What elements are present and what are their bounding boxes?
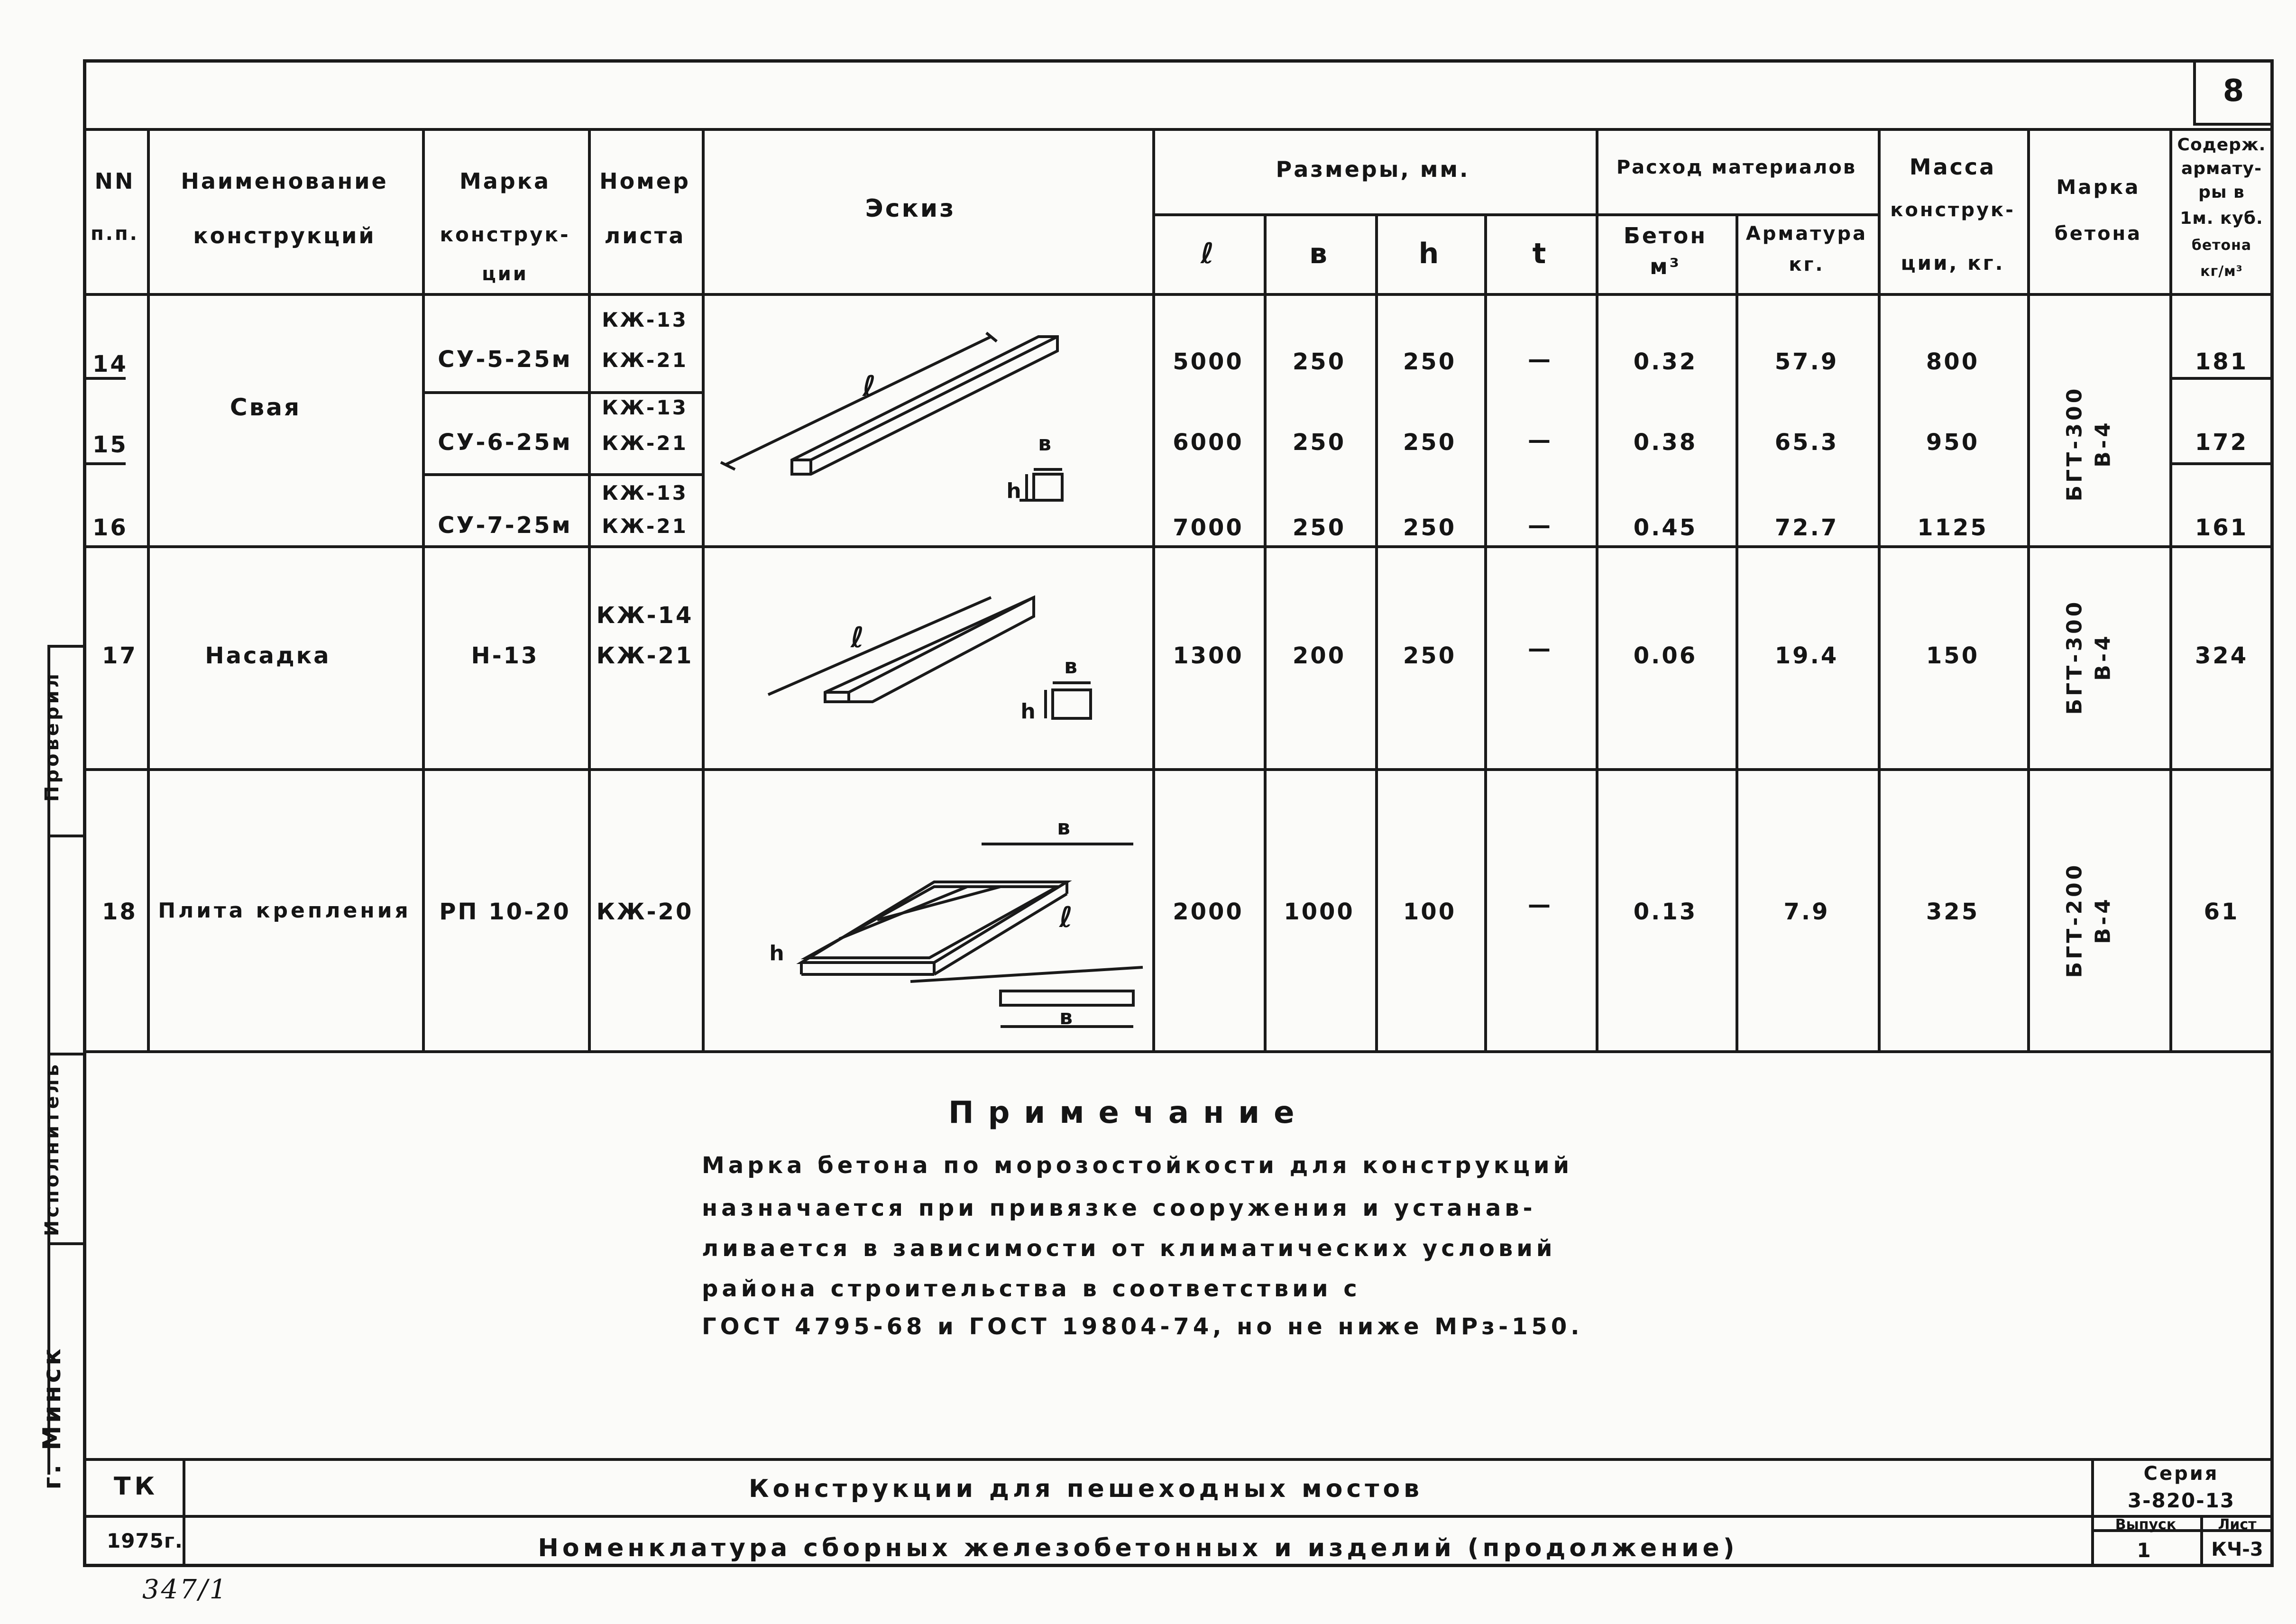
plate-dim-b-bottom: в — [1059, 1005, 1075, 1029]
col-line — [1484, 213, 1487, 1050]
titleblock-col — [2091, 1458, 2094, 1567]
note-title: Примечание — [948, 1095, 1309, 1130]
note-line-3: ливается в зависимости от климатических условий — [702, 1235, 1556, 1262]
row18-rebar: 7.9 — [1783, 899, 1830, 925]
row14-t: — — [1528, 346, 1552, 373]
hdr-grade-2: бетона — [2054, 223, 2142, 245]
row17-sheet1: КЖ-14 — [596, 602, 694, 629]
row18-b: 1000 — [1284, 899, 1355, 925]
row18-mark: РП 10-20 — [439, 899, 571, 925]
col-line — [1736, 213, 1738, 1050]
hdr-dim-l: ℓ — [1200, 237, 1216, 270]
row15-rebar: 65.3 — [1774, 429, 1839, 456]
pile-grade-1: БГТ-300 — [2062, 385, 2087, 502]
row14-b: 250 — [1292, 349, 1346, 375]
row-line — [83, 462, 126, 465]
stamp-title-1: Конструкции для пешеходных мостов — [749, 1475, 1423, 1503]
row17-rebar: 19.4 — [1774, 642, 1839, 669]
row18-h: 100 — [1403, 899, 1457, 925]
side-executor: Исполнитель — [41, 1061, 63, 1237]
row16-t: — — [1528, 512, 1552, 539]
side-checked: Проверил — [41, 671, 63, 802]
col-line — [422, 128, 425, 1050]
stamp-sheet-value: КЧ-3 — [2211, 1539, 2263, 1560]
row16-h: 250 — [1403, 514, 1457, 541]
inventory-number: 347/1 — [142, 1574, 229, 1605]
binding-tick — [47, 645, 83, 648]
row18-t: — — [1528, 891, 1552, 918]
row17-t: — — [1528, 635, 1552, 662]
col-line — [1375, 213, 1378, 1050]
stamp-org: ТК — [114, 1472, 158, 1501]
hdr-rebar-unit: кг. — [1789, 254, 1825, 275]
stamp-year: 1975г. — [107, 1529, 183, 1552]
stamp-title-2: Номенклатура сборных железобетонных и изделий (продолжение) — [538, 1534, 1738, 1562]
hdr-mark-2: конструк- — [440, 223, 570, 246]
binding-tick — [47, 1242, 83, 1245]
row-line — [422, 391, 702, 394]
hdr-name: Наименование — [181, 168, 388, 194]
row14-l: 5000 — [1173, 349, 1244, 375]
row17-h: 250 — [1403, 642, 1457, 669]
hdr-mark: Марка — [459, 168, 551, 194]
row17-mass: 150 — [1926, 642, 1980, 669]
hdr-sheet-2: листа — [604, 223, 686, 248]
hdr-mass-3: ции, кг. — [1901, 251, 2005, 275]
row18-sheet1: КЖ-20 — [596, 899, 694, 925]
cap-dim-l: ℓ — [850, 621, 866, 654]
row17-nn: 17 — [102, 642, 138, 669]
row15-mass: 950 — [1926, 429, 1980, 456]
hdr-concrete: Бетон — [1623, 223, 1708, 248]
titleblock-col — [2200, 1515, 2203, 1567]
plate-dim-h: h — [769, 941, 786, 965]
plate-grade-1: БГТ-200 — [2062, 862, 2087, 978]
row14-mass: 800 — [1926, 349, 1980, 375]
stamp-issue-label: Выпуск — [2115, 1516, 2177, 1533]
header-bottom-line — [83, 293, 2274, 296]
binding-tick — [47, 1053, 83, 1055]
pile-name: Свая — [230, 394, 302, 421]
hdr-dim-t: t — [1532, 237, 1548, 270]
row-line — [2169, 377, 2274, 380]
hdr-mass: Масса — [1909, 154, 1996, 180]
row15-nn: 15 — [92, 431, 128, 458]
hdr-name-2: конструкций — [193, 223, 376, 248]
col-line — [147, 128, 150, 1050]
hdr-content-5: бетона — [2191, 237, 2252, 254]
hdr-rebar: Арматура — [1745, 223, 1868, 245]
pile-dim-l: ℓ — [862, 370, 878, 403]
hdr-dims: Размеры, мм. — [1276, 156, 1470, 182]
row14-rebar: 57.9 — [1774, 349, 1839, 375]
row17-mark: Н-13 — [471, 642, 539, 669]
row16-rebar: 72.7 — [1774, 514, 1839, 541]
cap-dim-h: h — [1020, 699, 1038, 724]
row16-sheet1: КЖ-13 — [602, 481, 688, 505]
col-line — [1596, 128, 1598, 1050]
row17-concrete: 0.06 — [1633, 642, 1698, 669]
plate-dim-l: ℓ — [1059, 901, 1075, 934]
row14-mark: СУ-5-25м — [438, 346, 572, 373]
hdr-mass-2: конструк- — [1890, 199, 2015, 221]
hdr-sketch: Эскиз — [865, 194, 956, 223]
cap-grade-1: БГТ-300 — [2062, 599, 2087, 715]
row16-content: 161 — [2195, 514, 2249, 541]
row-line — [2169, 462, 2274, 465]
hdr-nn: NN — [94, 168, 135, 194]
stamp-series-value: 3-820-13 — [2127, 1489, 2235, 1512]
hdr-mark-3: ции — [482, 263, 528, 285]
row15-t: — — [1528, 427, 1552, 453]
row16-l: 7000 — [1173, 514, 1244, 541]
hdr-content-6: кг/м³ — [2200, 263, 2243, 280]
sheet-number: 8 — [2223, 73, 2246, 109]
row18-content: 61 — [2204, 899, 2240, 925]
pile-dim-h: h — [1006, 479, 1023, 503]
hdr-content-1: Содерж. — [2177, 135, 2266, 155]
row17-content: 324 — [2195, 642, 2249, 669]
plate-dim-b-top: в — [1057, 816, 1072, 840]
row14-content: 181 — [2195, 349, 2249, 375]
header-subline — [1152, 213, 1878, 216]
row16-concrete: 0.45 — [1633, 514, 1698, 541]
hdr-grade: Марка — [2056, 175, 2140, 199]
col-line — [2027, 128, 2030, 1050]
col-line — [702, 128, 705, 1050]
row15-l: 6000 — [1173, 429, 1244, 456]
row17-b: 200 — [1292, 642, 1346, 669]
hdr-concrete-unit: м³ — [1650, 254, 1681, 279]
row18-nn: 18 — [102, 899, 138, 925]
row-line — [83, 545, 2274, 548]
hdr-dim-b: в — [1309, 237, 1329, 270]
note-line-2: назначается при привязке сооружения и устанав- — [702, 1195, 1536, 1221]
col-line — [1878, 128, 1881, 1050]
row-line — [422, 473, 702, 476]
row15-h: 250 — [1403, 429, 1457, 456]
col-line — [588, 128, 591, 1050]
row16-b: 250 — [1292, 514, 1346, 541]
cap-grade-2: В-4 — [2091, 633, 2115, 681]
hdr-content-2: армату- — [2181, 159, 2262, 178]
stamp-issue-value: 1 — [2137, 1539, 2155, 1562]
note-line-4: района строительства в соответствии с — [702, 1275, 1361, 1302]
side-city: г. Минск — [38, 1346, 66, 1490]
row17-l: 1300 — [1173, 642, 1244, 669]
row16-sheet2: КЖ-21 — [602, 514, 688, 538]
plate-grade-2: В-4 — [2091, 896, 2115, 944]
stamp-series-label: Серия — [2143, 1463, 2219, 1485]
hdr-nn-pp: п.п. — [91, 223, 139, 245]
note-line-1: Марка бетона по морозостойкости для конструкций — [702, 1152, 1573, 1179]
pile-grade-2: В-4 — [2091, 420, 2115, 468]
row18-mass: 325 — [1926, 899, 1980, 925]
hdr-sheet: Номер — [599, 168, 690, 194]
titleblock-top — [83, 1458, 2274, 1461]
titleblock-mid — [83, 1515, 2274, 1518]
row16-mark: СУ-7-25м — [438, 512, 572, 539]
row15-sheet2: КЖ-21 — [602, 431, 688, 455]
col-line — [1264, 213, 1267, 1050]
col-line — [2169, 128, 2172, 1050]
row-line — [83, 768, 2274, 771]
hdr-materials: Расход материалов — [1616, 156, 1857, 178]
row15-b: 250 — [1292, 429, 1346, 456]
row18-l: 2000 — [1173, 899, 1244, 925]
cap-dim-b: в — [1064, 654, 1079, 679]
row16-nn: 16 — [92, 514, 128, 541]
binding-tick — [47, 835, 83, 837]
cap-sketch — [707, 583, 1148, 744]
row18-concrete: 0.13 — [1633, 899, 1698, 925]
row15-content: 172 — [2195, 429, 2249, 456]
plate-sketch — [707, 816, 1148, 1043]
hdr-dim-h: h — [1418, 237, 1441, 270]
hdr-content-4: 1м. куб. — [2180, 209, 2263, 228]
row14-sheet2: КЖ-21 — [602, 349, 688, 372]
stamp-sheet-label: Лист — [2218, 1516, 2257, 1533]
row14-sheet1: КЖ-13 — [602, 308, 688, 331]
row15-mark: СУ-6-25м — [438, 429, 572, 456]
titleblock-col — [183, 1458, 185, 1567]
col-line — [1152, 128, 1155, 1050]
row15-concrete: 0.38 — [1633, 429, 1698, 456]
hdr-content-3: ры в — [2198, 183, 2245, 202]
table-bottom-line — [83, 1050, 2274, 1053]
row17-sheet2: КЖ-21 — [596, 642, 694, 669]
row18-name: Плита крепления — [158, 899, 411, 923]
row14-concrete: 0.32 — [1633, 349, 1698, 375]
outer-frame — [83, 59, 2274, 1567]
pile-sketch — [707, 303, 1148, 541]
row15-sheet1: КЖ-13 — [602, 396, 688, 419]
row14-nn: 14 — [92, 351, 128, 377]
table-top-line — [83, 128, 2274, 131]
row17-name: Насадка — [205, 642, 331, 669]
pile-dim-b: в — [1038, 431, 1053, 456]
row16-mass: 1125 — [1917, 514, 1988, 541]
row14-h: 250 — [1403, 349, 1457, 375]
note-line-5: ГОСТ 4795-68 и ГОСТ 19804-74, но не ниже МРз-150. — [702, 1313, 1583, 1340]
